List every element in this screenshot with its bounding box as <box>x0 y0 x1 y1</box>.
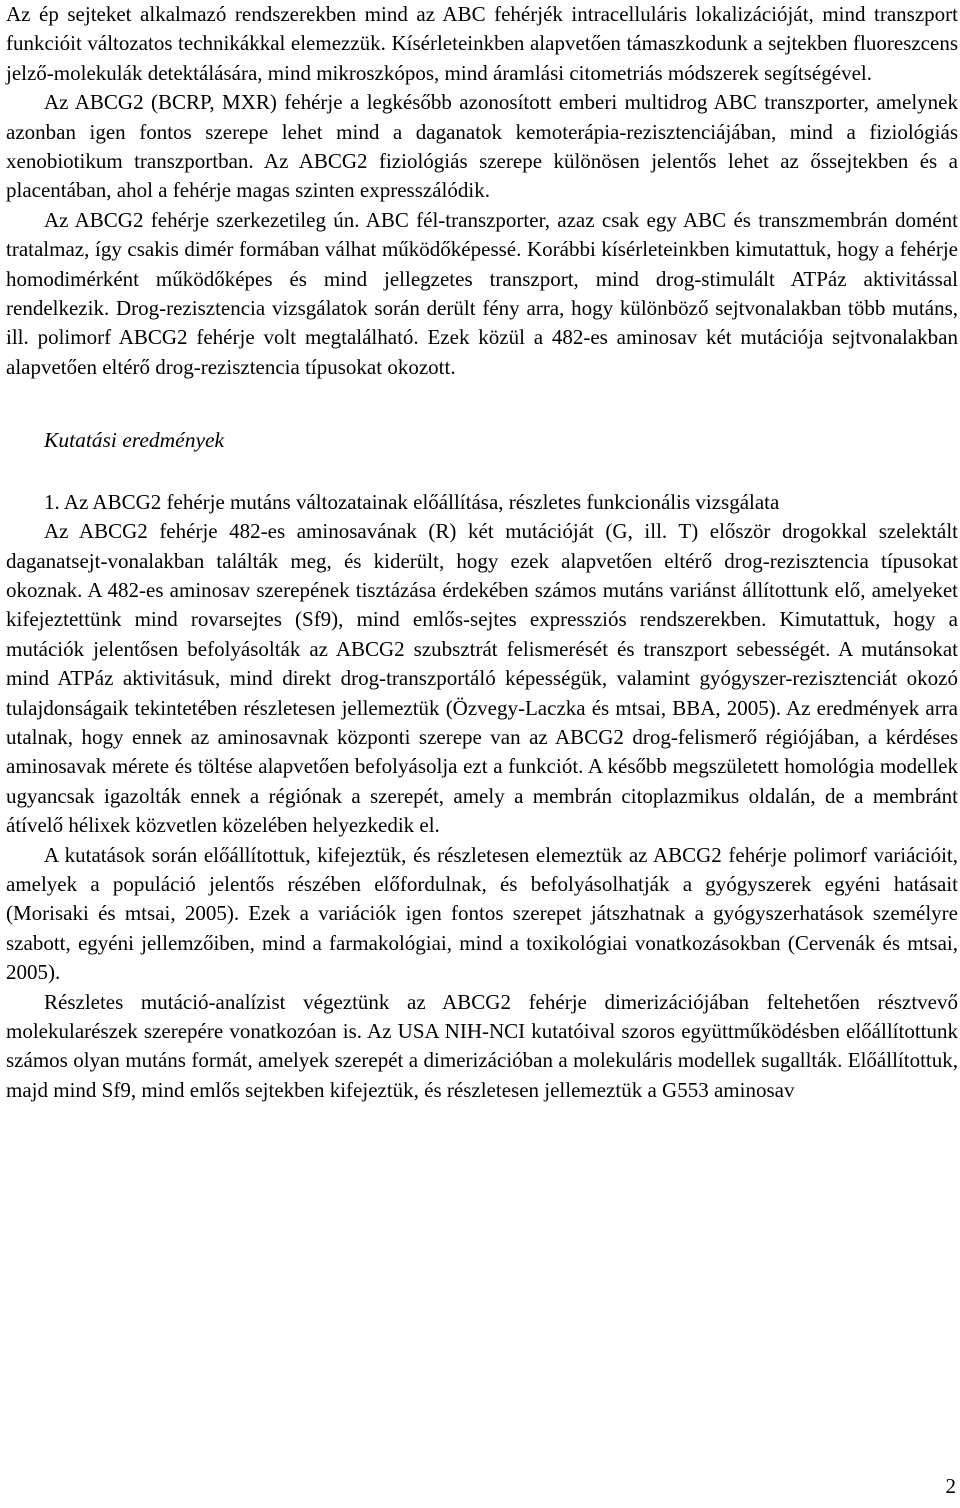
item-heading: 1. Az ABCG2 fehérje mutáns változatainak előállítása, részletes funkcionális vizsgálata <box>44 489 780 514</box>
intro-paragraph-3: Az ABCG2 fehérje szerkezetileg ún. ABC fél-transzporter, azaz csak egy ABC és transzmembrán domént tratalmaz, így csakis dimér formában válhat működőképessé. Korábbi kísérleteinkben kimutattuk, hogy a fehérje homodimérként működőképes és mind jellegzetes transzport, mind drog-stimulált ATPáz aktivitással rendelkezik. Drog-rezisztencia vizsgálatok során derült fény arra, hogy különböző sejtvonalakban több mutáns, ill. polimorf ABCG2 fehérje volt megtalálható. Ezek közül a 482-es aminosav két mutációja sejtvonalakban alapvetően eltérő drog-rezisztencia típusokat okozott. <box>6 207 958 379</box>
item-paragraph-2: A kutatások során előállítottuk, kifejeztük, és részletesen elemeztük az ABCG2 fehérje polimorf variációit, amelyek a populáció jelentős részében előfordulnak, és befolyásolhatják a gyógyszerek egyéni hatásait (Morisaki és mtsai, 2005). Ezek a variációk igen fontos szerepet játszhatnak a gyógyszerhatások személyre szabott, egyéni jellemzőiben, mind a farmakológiai, mind a toxikológiai vonatkozásokban (Cervenák és mtsai, 2005). <box>6 842 958 985</box>
document-page <box>6 0 958 1105</box>
item-paragraph-1: Az ABCG2 fehérje 482-es aminosavának (R) két mutációját (G, ill. T) először drogokkal szelektált daganatsejt-vonalakban találták meg, és kiderült, hogy ezek alapvetően eltérő drog-rezisztencia típusokat okoznak. A 482-es aminosav szerepének tisztázása érdekében számos mutáns variánst állítottunk elő, amelyeket kifejeztettünk mind rovarsejtes (Sf9), mind emlős-sejtes expressziós rendszerekben. Kimutattuk, hogy a mutációk jelentősen befolyásolták az ABCG2 szubsztrát felismerését és transzport sebességét. A mutánsokat mind ATPáz aktivitásuk, mind direkt drog-transzportáló képességük, valamint gyógyszer-rezisztenciát okozó tulajdonságaik tekintetében részletesen jellemeztük (Özvegy-Laczka és mtsai, BBA, 2005). Az eredmények arra utalnak, hogy ennek az aminosavnak központi szerepe van az ABCG2 drog-felismerő régiójában, a kérdéses aminosavak mérete és töltése alapvetően befolyásolja ezt a funkciót. A később megszületett homológia modellek ugyancsak igazolták ennek a régiónak a szerepét, amely a membrán citoplazmikus oldalán, de a membránt átívelő hélixek közvetlen közelében helyezkedik el. <box>6 519 958 838</box>
intro-paragraph-2: Az ABCG2 (BCRP, MXR) fehérje a legkésőbb azonosított emberi multidrog ABC transzporter, amelynek azonban igen fontos szerepe lehet mind a daganatok kemoterápia-rezisztenciájában, mind a fiziológiás xenobiotikum transzportban. Az ABCG2 fiziológiás szerepe különösen jelentős lehet az őssejtekben és a placentában, ahol a fehérje magas szinten expresszálódik. <box>6 90 958 203</box>
section-title: Kutatási eredmények <box>44 428 225 453</box>
item-paragraph-3: Részletes mutáció-analízist végeztünk az ABCG2 fehérje dimerizációjában feltehetően résztvevő molekularészek szerepére vonatkozóan is. Az USA NIH-NCI kutatóival szoros együttműködésben előállítottunk számos olyan mutáns formát, amelyek szerepét a dimerizációban a molekuláris modellek sugallták. Előállítottuk, majd mind Sf9, mind emlős sejtekben kifejeztük, és részletesen jellemeztük a G553 aminosav <box>6 989 958 1102</box>
intro-paragraph-1: Az ép sejteket alkalmazó rendszerekben mind az ABC fehérjék intracelluláris lokalizációját, mind transzport funkcióit változatos technikákkal elemezzük. Kísérleteinkben alapvetően támaszkodunk a sejtekben fluoreszcens jelző-molekulák detektálására, mind mikroszkópos, mind áramlási citometriás módszerek segítségével. <box>6 2 958 85</box>
page-number: 2 <box>945 1474 956 1498</box>
